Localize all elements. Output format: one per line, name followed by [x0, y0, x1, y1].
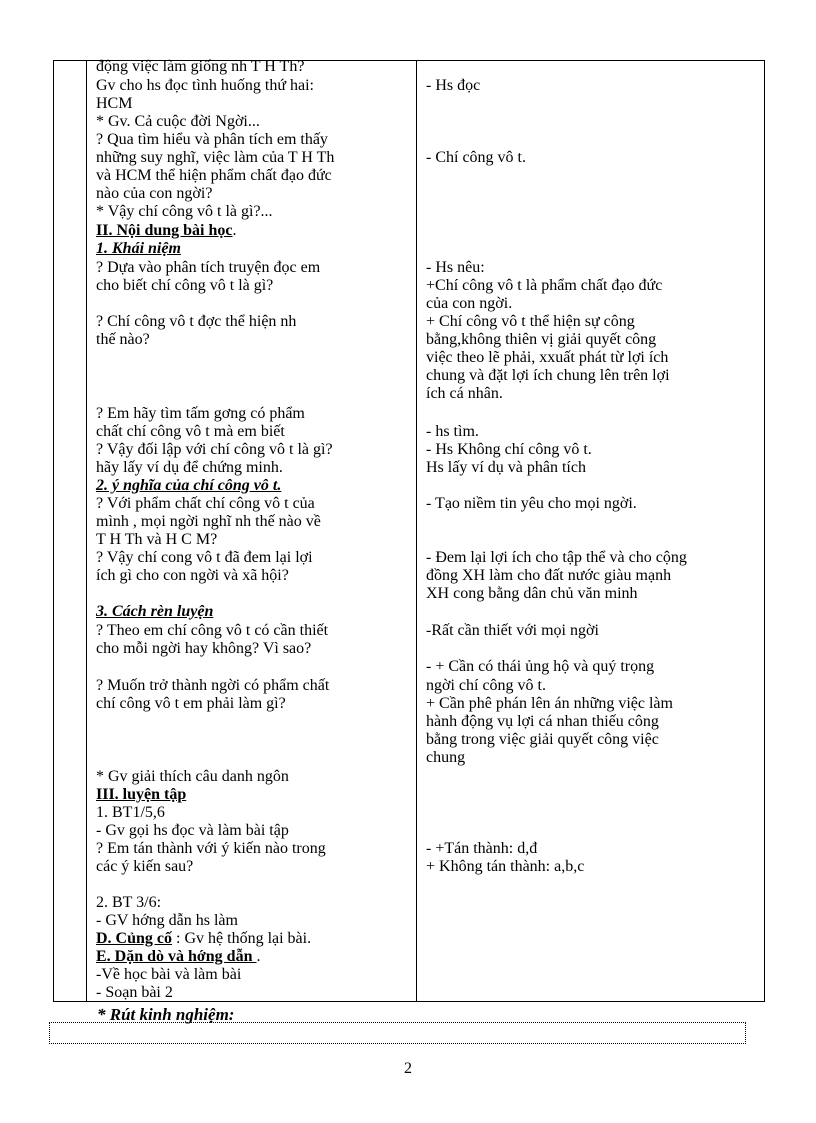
right-text-line-text: - Chí công vô t. — [426, 149, 526, 166]
left-text-line-text: hãy lấy ví dụ để chứng minh. — [96, 459, 283, 476]
left-text-line — [96, 78, 314, 93]
left-text-line-text: ? Với phẩm chất chí công vô t của — [96, 495, 315, 512]
right-text-line — [426, 696, 673, 711]
right-text-line-text: - + Cần có thái ủng hộ và quý trọng — [426, 658, 655, 675]
left-text-line — [96, 769, 289, 784]
left-text-line-suffix: . — [256, 948, 261, 965]
left-text-line — [96, 931, 311, 946]
left-text-line — [96, 114, 260, 129]
right-text-line — [426, 859, 584, 874]
left-text-line-text: ích gì cho con ngời và xã hội? — [96, 567, 289, 584]
left-text-line — [96, 96, 132, 111]
right-text-line-text: - hs tìm. — [426, 423, 479, 440]
right-text-line — [426, 332, 656, 347]
left-text-line — [96, 478, 281, 493]
left-text-line-text: thế nào? — [96, 331, 150, 348]
right-text-line-text: - Đem lại lợi ích cho tập thể và cho cộng — [426, 549, 687, 566]
right-text-line — [426, 314, 635, 329]
left-text-line — [96, 985, 173, 1000]
left-text-line-text: 1. BT1/5,6 — [96, 804, 165, 821]
left-text-line-text: - Gv gọi hs đọc và làm bài tập — [96, 822, 289, 839]
left-text-line — [96, 132, 328, 147]
left-text-line — [96, 787, 186, 802]
column-divider-1 — [86, 61, 87, 1001]
left-text-line — [96, 678, 329, 693]
left-text-line-text: cho mỗi ngời hay không? Vì sao? — [96, 640, 312, 657]
left-text-line-text: chất chí công vô t mà em biết — [96, 423, 285, 440]
right-text-line — [426, 424, 479, 439]
right-text-line-text: + Chí công vô t thể hiện sự công — [426, 313, 635, 330]
left-text-line — [96, 442, 333, 457]
right-text-line-text: - Tạo niềm tin yêu cho mọi ngời. — [426, 495, 637, 512]
left-text-line — [96, 895, 161, 910]
right-text-line — [426, 550, 687, 565]
right-text-line-text: ngời chí công vô t. — [426, 677, 546, 694]
right-text-line — [426, 623, 599, 638]
left-text-line — [96, 604, 213, 619]
left-text-line-text: II. Nội dung bài học — [96, 222, 233, 239]
right-text-line — [426, 442, 592, 457]
right-text-line-text: hành động vụ lợi cá nhan thiếu công — [426, 713, 659, 730]
right-text-line — [426, 278, 662, 293]
right-text-line — [426, 714, 659, 729]
left-text-line — [96, 805, 165, 820]
left-text-line-text: Gv cho hs đọc tình huống thứ hai: — [96, 77, 314, 94]
left-text-line — [96, 514, 321, 529]
left-text-line-text: 1. Khái niệm — [96, 240, 181, 257]
left-text-line — [96, 332, 150, 347]
left-text-line-text: chí công vô t em phải làm gì? — [96, 695, 286, 712]
left-text-line-text: ? Dựa vào phân tích truyện đọc em — [96, 259, 321, 276]
left-text-line-text: ? Qua tìm hiểu và phân tích em thấy — [96, 131, 328, 148]
left-text-line-text: 3. Cách rèn luyện — [96, 603, 214, 620]
right-text-line-text: ích cá nhân. — [426, 385, 503, 402]
left-text-line-text: 2. BT 3/6: — [96, 894, 162, 911]
left-text-line — [96, 641, 311, 656]
left-text-line-text: ? Muốn trở thành ngời có phẩm chất — [96, 677, 330, 694]
left-text-line-suffix: : Gv hệ thống lại bài. — [172, 930, 312, 947]
left-text-line — [96, 696, 286, 711]
left-text-line — [96, 623, 328, 638]
right-text-line-text: việc theo lẽ phải, xxuất phát từ lợi ích — [426, 349, 669, 366]
left-text-line-text: - GV hớng dẫn hs làm — [96, 912, 238, 929]
left-text-line — [96, 967, 241, 982]
right-text-line-text: - +Tán thành: d,đ — [426, 840, 538, 857]
right-text-line — [426, 568, 671, 583]
right-text-line-text: XH cong bằng dân chủ văn minh — [426, 585, 638, 602]
left-text-line-text: D. Củng cố — [96, 930, 173, 947]
left-text-line — [96, 550, 313, 565]
left-text-line — [96, 841, 326, 856]
right-text-line-text: đồng XH làm cho đất nước giàu mạnh — [426, 567, 672, 584]
right-text-line — [426, 659, 654, 674]
lesson-notes-box — [49, 1022, 746, 1044]
left-text-line — [96, 823, 289, 838]
right-text-line — [426, 496, 637, 511]
right-text-line-text: - Hs nêu: — [426, 259, 485, 276]
right-text-line-text: -Rất cần thiết với mọi ngời — [426, 622, 599, 639]
left-text-line-text: và HCM thể hiện phẩm chất đạo đức — [96, 167, 332, 184]
left-text-line — [96, 406, 305, 421]
left-text-line — [96, 949, 260, 964]
left-text-line-text: ? Theo em chí công vô t có cần thiết — [96, 622, 329, 639]
left-text-line — [96, 260, 320, 275]
right-text-line — [426, 78, 480, 93]
left-text-line-text: -Về học bài và làm bài — [96, 966, 242, 983]
right-text-line-text: chung — [426, 749, 466, 766]
right-text-line-text: chung và đặt lợi ích chung lên trên lợi — [426, 367, 670, 384]
right-text-line — [426, 350, 668, 365]
left-text-line-text: các ý kiến sau? — [96, 858, 194, 875]
right-text-line-text: Hs lấy ví dụ và phân tích — [426, 459, 586, 476]
right-text-line-text: bằng trong việc giải quyết công việc — [426, 731, 659, 748]
left-text-line — [96, 223, 237, 238]
right-text-line-text: - Hs đọc — [426, 77, 481, 94]
left-text-line-text: ? Vậy chí cong vô t đã đem lại lợi — [96, 549, 313, 566]
left-text-line-text: III. luyện tập — [96, 786, 187, 803]
left-text-line-text: * Gv giải thích câu danh ngôn — [96, 768, 289, 785]
page-number: 2 — [404, 1060, 412, 1077]
left-text-line-text: động việc làm giống nh T H Th? — [96, 58, 305, 75]
left-text-line — [96, 496, 315, 511]
left-text-line — [96, 532, 217, 547]
left-text-line-text: ? Vậy đối lập với chí công vô t là gì? — [96, 441, 333, 458]
left-text-line-text: 2. ý nghĩa của chí công vô t. — [96, 477, 282, 494]
right-text-line — [426, 368, 670, 383]
right-text-line — [426, 150, 526, 165]
left-text-line-text: - Soạn bài 2 — [96, 984, 173, 1001]
right-text-line — [426, 732, 659, 747]
right-text-line-text: + Cần phê phán lên án những việc làm — [426, 695, 673, 712]
left-text-line — [96, 241, 181, 256]
left-text-line-text: T H Th và H C M? — [96, 531, 218, 548]
left-text-line — [96, 204, 273, 219]
right-text-line-text: bằng,không thiên vị giải quyết công — [426, 331, 657, 348]
left-text-line — [96, 59, 304, 74]
right-text-line — [426, 841, 537, 856]
left-text-line-text: ? Em hãy tìm tấm gơng có phẩm — [96, 405, 305, 422]
left-text-line-text: * Vậy chí công vô t là gì?... — [96, 203, 273, 220]
left-text-line — [96, 314, 296, 329]
left-text-line-text: E. Dặn dò và hớng dẫn — [96, 948, 257, 965]
left-text-line — [96, 278, 273, 293]
right-text-line-text: của con ngời. — [426, 295, 513, 312]
right-text-line — [426, 260, 485, 275]
right-text-line — [426, 586, 638, 601]
right-text-line — [426, 296, 512, 311]
left-text-line-text: ? Em tán thành với ý kiến nào trong — [96, 840, 326, 857]
left-text-line — [96, 859, 193, 874]
right-text-line — [426, 750, 465, 765]
left-text-line — [96, 168, 332, 183]
right-text-line — [426, 386, 503, 401]
left-text-line-text: cho biết chí công vô t là gì? — [96, 277, 274, 294]
left-text-line-text: HCM — [96, 95, 133, 112]
right-text-line — [426, 460, 586, 475]
left-text-line-text: nào của con ngời? — [96, 185, 213, 202]
left-text-line — [96, 150, 334, 165]
lesson-notes-heading: * Rút kinh nghiệm: — [97, 1005, 235, 1024]
left-text-line-text: những suy nghĩ, việc làm của T H Th — [96, 149, 335, 166]
left-text-line-text: * Gv. Cả cuộc đời Ngời... — [96, 113, 260, 130]
right-text-line-text: + Không tán thành: a,b,c — [426, 858, 585, 875]
right-text-line — [426, 678, 546, 693]
left-text-line-text: mình , mọi ngời nghĩ nh thế nào về — [96, 513, 321, 530]
right-text-line-text: - Hs Không chí công vô t. — [426, 441, 592, 458]
left-text-line-text: ? Chí công vô t đợc thể hiện nh — [96, 313, 297, 330]
column-divider-2 — [416, 61, 417, 1001]
left-text-line — [96, 424, 285, 439]
left-text-line — [96, 460, 283, 475]
left-text-line — [96, 186, 212, 201]
left-text-line — [96, 913, 238, 928]
left-text-line — [96, 568, 289, 583]
left-text-line-suffix: . — [232, 222, 237, 239]
right-text-line-text: +Chí công vô t là phẩm chất đạo đức — [426, 277, 663, 294]
